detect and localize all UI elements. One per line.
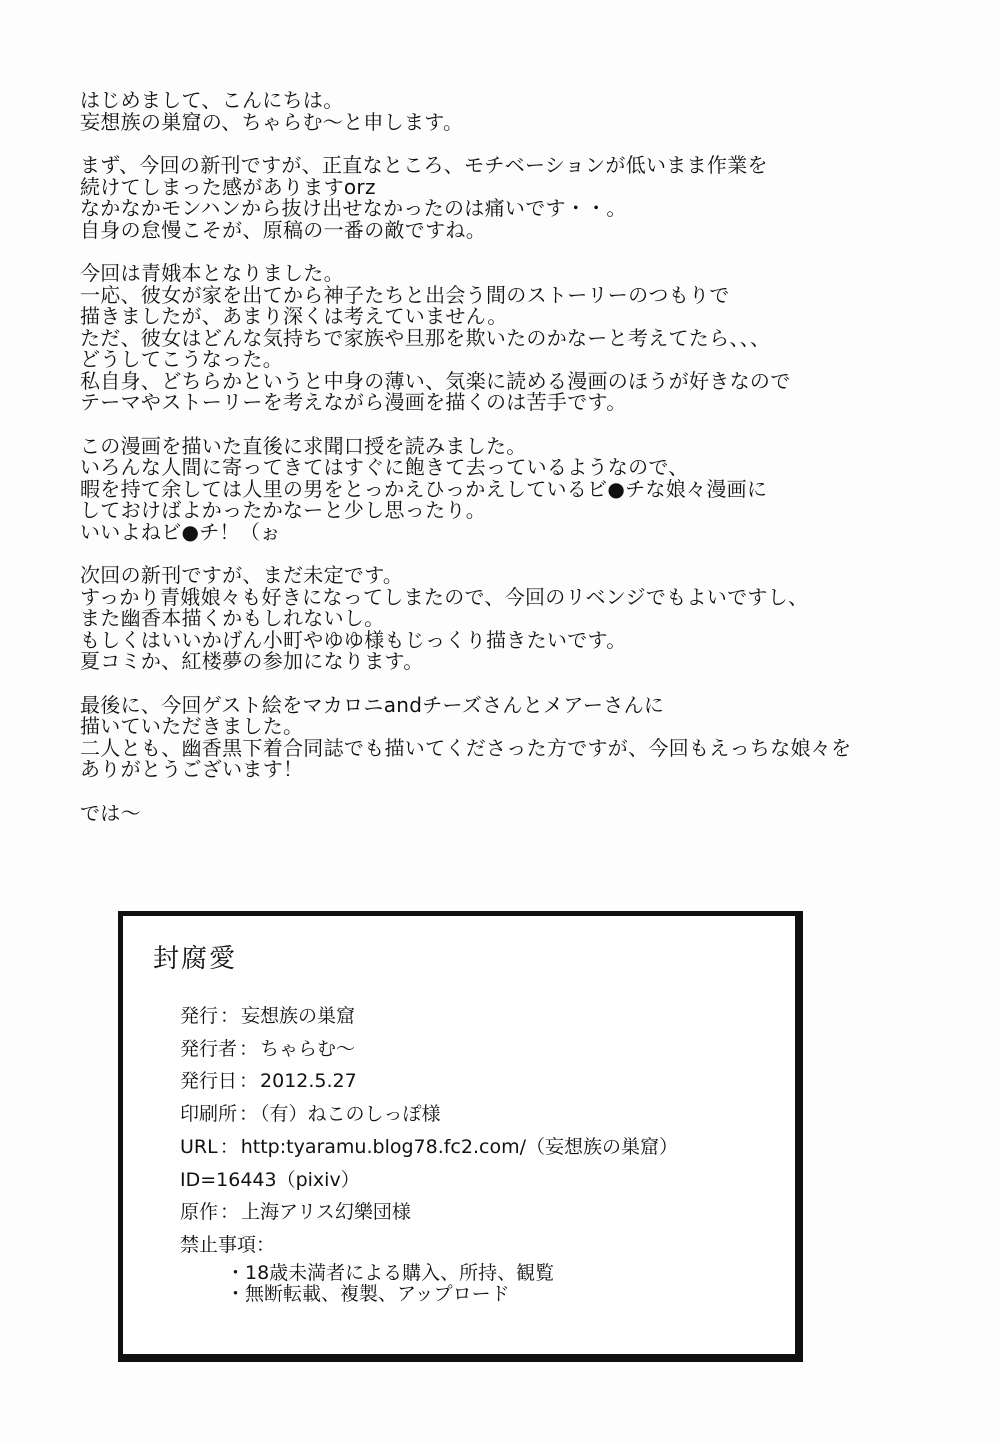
text-line: ただ、彼女はどんな気持ちで家族や旦那を欺いたのかなーと考えてたら、、、 xyxy=(80,325,771,350)
text-line: 描きましたが、あまり深くは考えていません。 xyxy=(80,304,508,328)
text-line: しておけばよかったかなーと少し思ったり。 xyxy=(80,498,486,522)
text-line: すっかり青娥娘々も好きになってしまたので、今回のリベンジでもよいですし、 xyxy=(80,584,809,609)
publisher-value: 妄想族の巣窟 xyxy=(241,1005,356,1027)
url-row xyxy=(180,1131,780,1164)
prohibited-list xyxy=(226,1263,554,1305)
publisher-label: 発行 xyxy=(180,1005,219,1027)
date-row xyxy=(180,1065,780,1098)
prohibited-item: ・18歳未満者による購入、所持、観覧 xyxy=(226,1262,555,1284)
issuer-label: 発行者 xyxy=(180,1037,238,1060)
text-line: 続けてしまった感がありますorz xyxy=(80,174,376,199)
issuer-row xyxy=(180,1033,780,1066)
text-line: なかなかモンハンから抜け出せなかったのは痛いです・・。 xyxy=(80,196,627,220)
text-line: はじめまして、こんにちは。 xyxy=(80,88,344,112)
colophon-details xyxy=(180,1000,780,1262)
separator: ： xyxy=(239,1103,259,1126)
separator: ： xyxy=(220,1005,240,1027)
paragraph-greeting xyxy=(80,90,960,133)
paragraph-motivation xyxy=(80,155,960,241)
date-value: 2012.5.27 xyxy=(260,1070,357,1093)
text-line: 次回の新刊ですが、まだ未定です。 xyxy=(80,563,404,587)
printer-value: （有）ねこのしっぽ様 xyxy=(260,1103,441,1126)
paragraph-thanks xyxy=(80,692,960,781)
separator: ： xyxy=(220,1201,240,1224)
pixiv-id: ID=16443（pixiv） xyxy=(180,1168,360,1191)
printer-label: 印刷所 xyxy=(180,1103,238,1126)
original-value: 上海アリス幻樂団様 xyxy=(241,1201,411,1224)
text-line: 妄想族の巣窟の、ちゃらむ～と申します。 xyxy=(80,109,464,134)
separator: ： xyxy=(219,1135,239,1158)
prohibited-heading: 禁止事項： xyxy=(180,1233,276,1256)
text-line: ありがとうございます！ xyxy=(80,757,304,781)
afterword-text xyxy=(80,90,960,846)
pixiv-id-row xyxy=(180,1164,780,1197)
prohibited-item: ・無断転載、複製、アップロード xyxy=(226,1283,510,1305)
text-line: この漫画を描いた直後に求聞口授を読みました。 xyxy=(80,433,527,458)
text-line: また幽香本描くかもしれないし。 xyxy=(80,606,385,630)
paragraph-theme xyxy=(80,263,960,414)
url-label: URL xyxy=(180,1135,218,1158)
text-line: 描いていただきました。 xyxy=(80,714,304,738)
separator: ： xyxy=(239,1037,259,1060)
text-line: いろんな人間に寄ってきてはすぐに飽きて去っているようなので、 xyxy=(80,455,689,479)
text-line: では～ xyxy=(80,800,141,825)
colophon-box xyxy=(118,911,803,1362)
text-line: 最後に、今回ゲスト絵をマカロニandチーズさんとメアーさんに xyxy=(80,692,665,717)
text-line: 今回は青娥本となりました。 xyxy=(80,261,344,285)
publisher-row xyxy=(180,1000,780,1033)
separator: ： xyxy=(239,1070,259,1093)
paragraph-next-release xyxy=(80,565,960,673)
colophon-title: 封腐愛 xyxy=(153,944,238,974)
text-line: 二人とも、幽香黒下着合同誌でも描いてくださった方ですが、今回もえっちな娘々を xyxy=(80,735,852,760)
text-line: 自身の怠慢こそが、原稿の一番の敵ですね。 xyxy=(80,217,486,242)
original-work-row xyxy=(180,1196,780,1229)
text-line: テーマやストーリーを考えながら漫画を描くのは苦手です。 xyxy=(80,390,627,414)
text-line: 私自身、どちらかというと中身の薄い、気楽に読める漫画のほうが好きなので xyxy=(80,368,791,393)
paragraph-signoff xyxy=(80,800,960,825)
text-line: 暇を持て余しては人里の男をとっかえひっかえしているビ●チな娘々漫画に xyxy=(80,476,768,501)
url-value[interactable]: http:tyaramu.blog78.fc2.com/（妄想族の巣窟） xyxy=(240,1135,678,1158)
text-line: いいよねビ●チ！（ぉ xyxy=(80,519,281,544)
text-line: 一応、彼女が家を出てから神子たちと出会う間のストーリーのつもりで xyxy=(80,282,730,307)
text-line: 夏コミか、紅楼夢の参加になります。 xyxy=(80,649,424,673)
text-line: もしくはいいかげん小町やゆゆ様もじっくり描きたいです。 xyxy=(80,627,627,652)
text-line: どうしてこうなった。 xyxy=(80,347,283,371)
issuer-value: ちゃらむ～ xyxy=(260,1037,356,1060)
printer-row xyxy=(180,1098,780,1131)
date-label: 発行日 xyxy=(180,1070,238,1093)
paragraph-reading xyxy=(80,433,960,544)
text-line: まず、今回の新刊ですが、正直なところ、モチベーションが低いまま作業を xyxy=(80,153,768,177)
original-label: 原作 xyxy=(180,1201,219,1224)
